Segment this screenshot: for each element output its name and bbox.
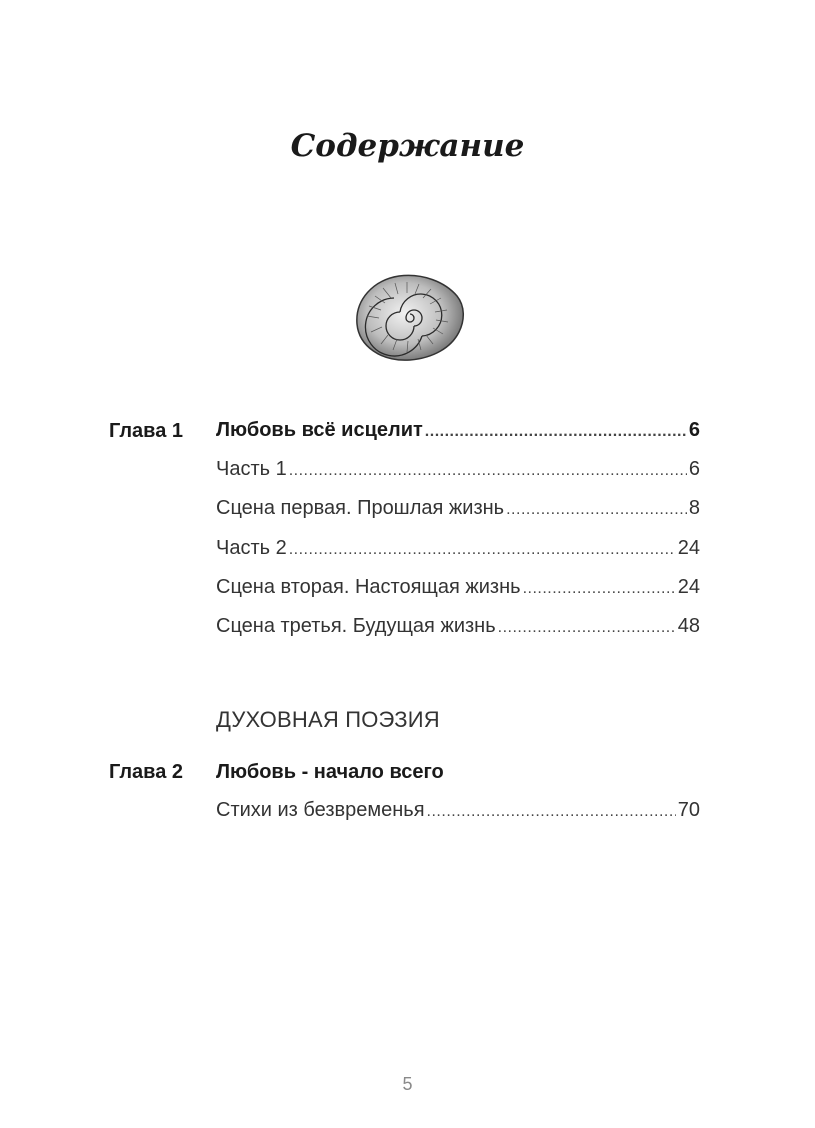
toc-entry[interactable] <box>216 613 700 639</box>
chapter-2-label: Глава 2 <box>109 761 184 783</box>
toc-entry-title: Сцена третья. Будущая жизнь <box>216 615 496 637</box>
toc-entry-page: 6 <box>688 419 700 441</box>
toc-entry-page: 48 <box>677 615 700 637</box>
toc-entry-page: 24 <box>677 576 700 598</box>
dot-leader <box>289 537 676 563</box>
dot-leader <box>498 615 676 641</box>
chapter-1-label: Глава 1 <box>109 420 184 442</box>
dot-leader <box>289 458 687 484</box>
dot-leader <box>427 799 676 825</box>
toc-entry[interactable] <box>216 574 700 600</box>
toc-entry-title: Любовь всё исцелит <box>216 419 423 441</box>
toc-entry[interactable] <box>216 495 700 521</box>
toc-entry[interactable] <box>216 456 700 482</box>
dot-leader <box>506 497 687 523</box>
chapter-2-title: Любовь - начало всего <box>216 761 444 783</box>
spiral-shell-icon <box>353 272 467 364</box>
toc-entry[interactable] <box>216 417 700 443</box>
toc-entry-title: Стихи из безвременья <box>216 799 425 821</box>
dot-leader <box>425 419 687 445</box>
toc-entry[interactable] <box>216 535 700 561</box>
toc-entry-title: Часть 2 <box>216 537 287 559</box>
toc-entry[interactable] <box>216 797 700 823</box>
page-title: Содержание <box>290 128 525 164</box>
page-number: 5 <box>402 1074 413 1094</box>
toc-entry-title: Часть 1 <box>216 458 287 480</box>
toc-entry-title: Сцена вторая. Настоящая жизнь <box>216 576 521 598</box>
toc-entry-page: 6 <box>688 458 700 480</box>
toc-entry-page: 24 <box>677 537 700 559</box>
section-heading: ДУХОВНАЯ ПОЭЗИЯ <box>216 707 440 732</box>
toc-entry-page: 70 <box>677 799 700 821</box>
toc-entry-title: Сцена первая. Прошлая жизнь <box>216 497 505 519</box>
dot-leader <box>523 576 676 602</box>
toc-entry-page: 8 <box>688 497 700 519</box>
